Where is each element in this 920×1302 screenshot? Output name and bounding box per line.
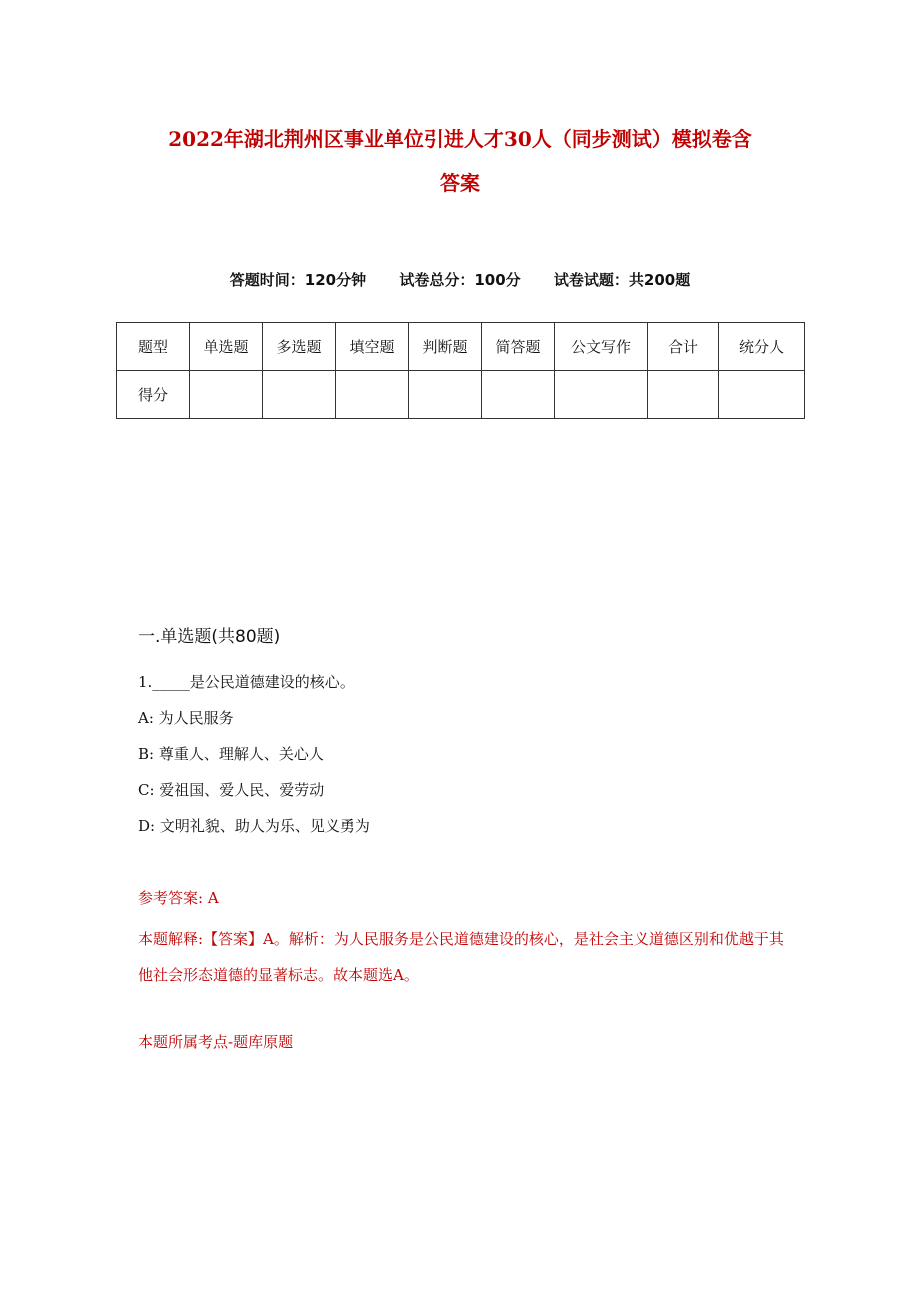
score-table [116,322,805,419]
score-row-label: 得分 [117,371,190,419]
exam-meta [0,269,920,291]
exam-time: 答题时间：120分钟 [229,271,367,289]
score-cell [263,371,336,419]
score-table-score-row [117,371,805,419]
header-cell-fill-blank: 填空题 [336,323,409,371]
answer-explanation: 本题解释:【答案】A。解析：为人民服务是公民道德建设的核心，是社会主义道德区别和优越于其他社会形态道德的显著标志。故本题选A。 [138,930,784,984]
reference-answer: 参考答案: A [138,889,219,907]
score-table-header-row [117,323,805,371]
exam-total-score: 试卷总分：100分 [399,271,521,289]
header-cell-single-choice: 单选题 [190,323,263,371]
header-cell-scorer: 统分人 [719,323,805,371]
header-cell-official-writing: 公文写作 [555,323,648,371]
score-cell [190,371,263,419]
option-a: A: 为人民服务 [138,709,234,727]
score-cell [719,371,805,419]
header-cell-type: 题型 [117,323,190,371]
question-stem: 1._____是公民道德建设的核心。 [138,673,355,691]
document-title-line-2: 答案 [440,171,480,195]
score-cell [482,371,555,419]
option-b: B: 尊重人、理解人、关心人 [138,745,324,763]
score-cell [648,371,719,419]
option-c: C: 爱祖国、爱人民、爱劳动 [138,781,325,799]
score-cell [336,371,409,419]
score-cell [409,371,482,419]
score-cell [555,371,648,419]
option-d: D: 文明礼貌、助人为乐、见义勇为 [138,817,370,835]
document-title [120,117,800,205]
question-topic: 本题所属考点-题库原题 [138,1033,294,1051]
header-cell-short-answer: 简答题 [482,323,555,371]
document-title-line-1: 2022年湖北荆州区事业单位引进人才30人（同步测试）模拟卷含 [168,127,752,151]
exam-question-count: 试卷试题：共200题 [553,271,691,289]
section-heading: 一.单选题(共80题) [138,627,281,647]
header-cell-total: 合计 [648,323,719,371]
header-cell-multiple-choice: 多选题 [263,323,336,371]
header-cell-true-false: 判断题 [409,323,482,371]
